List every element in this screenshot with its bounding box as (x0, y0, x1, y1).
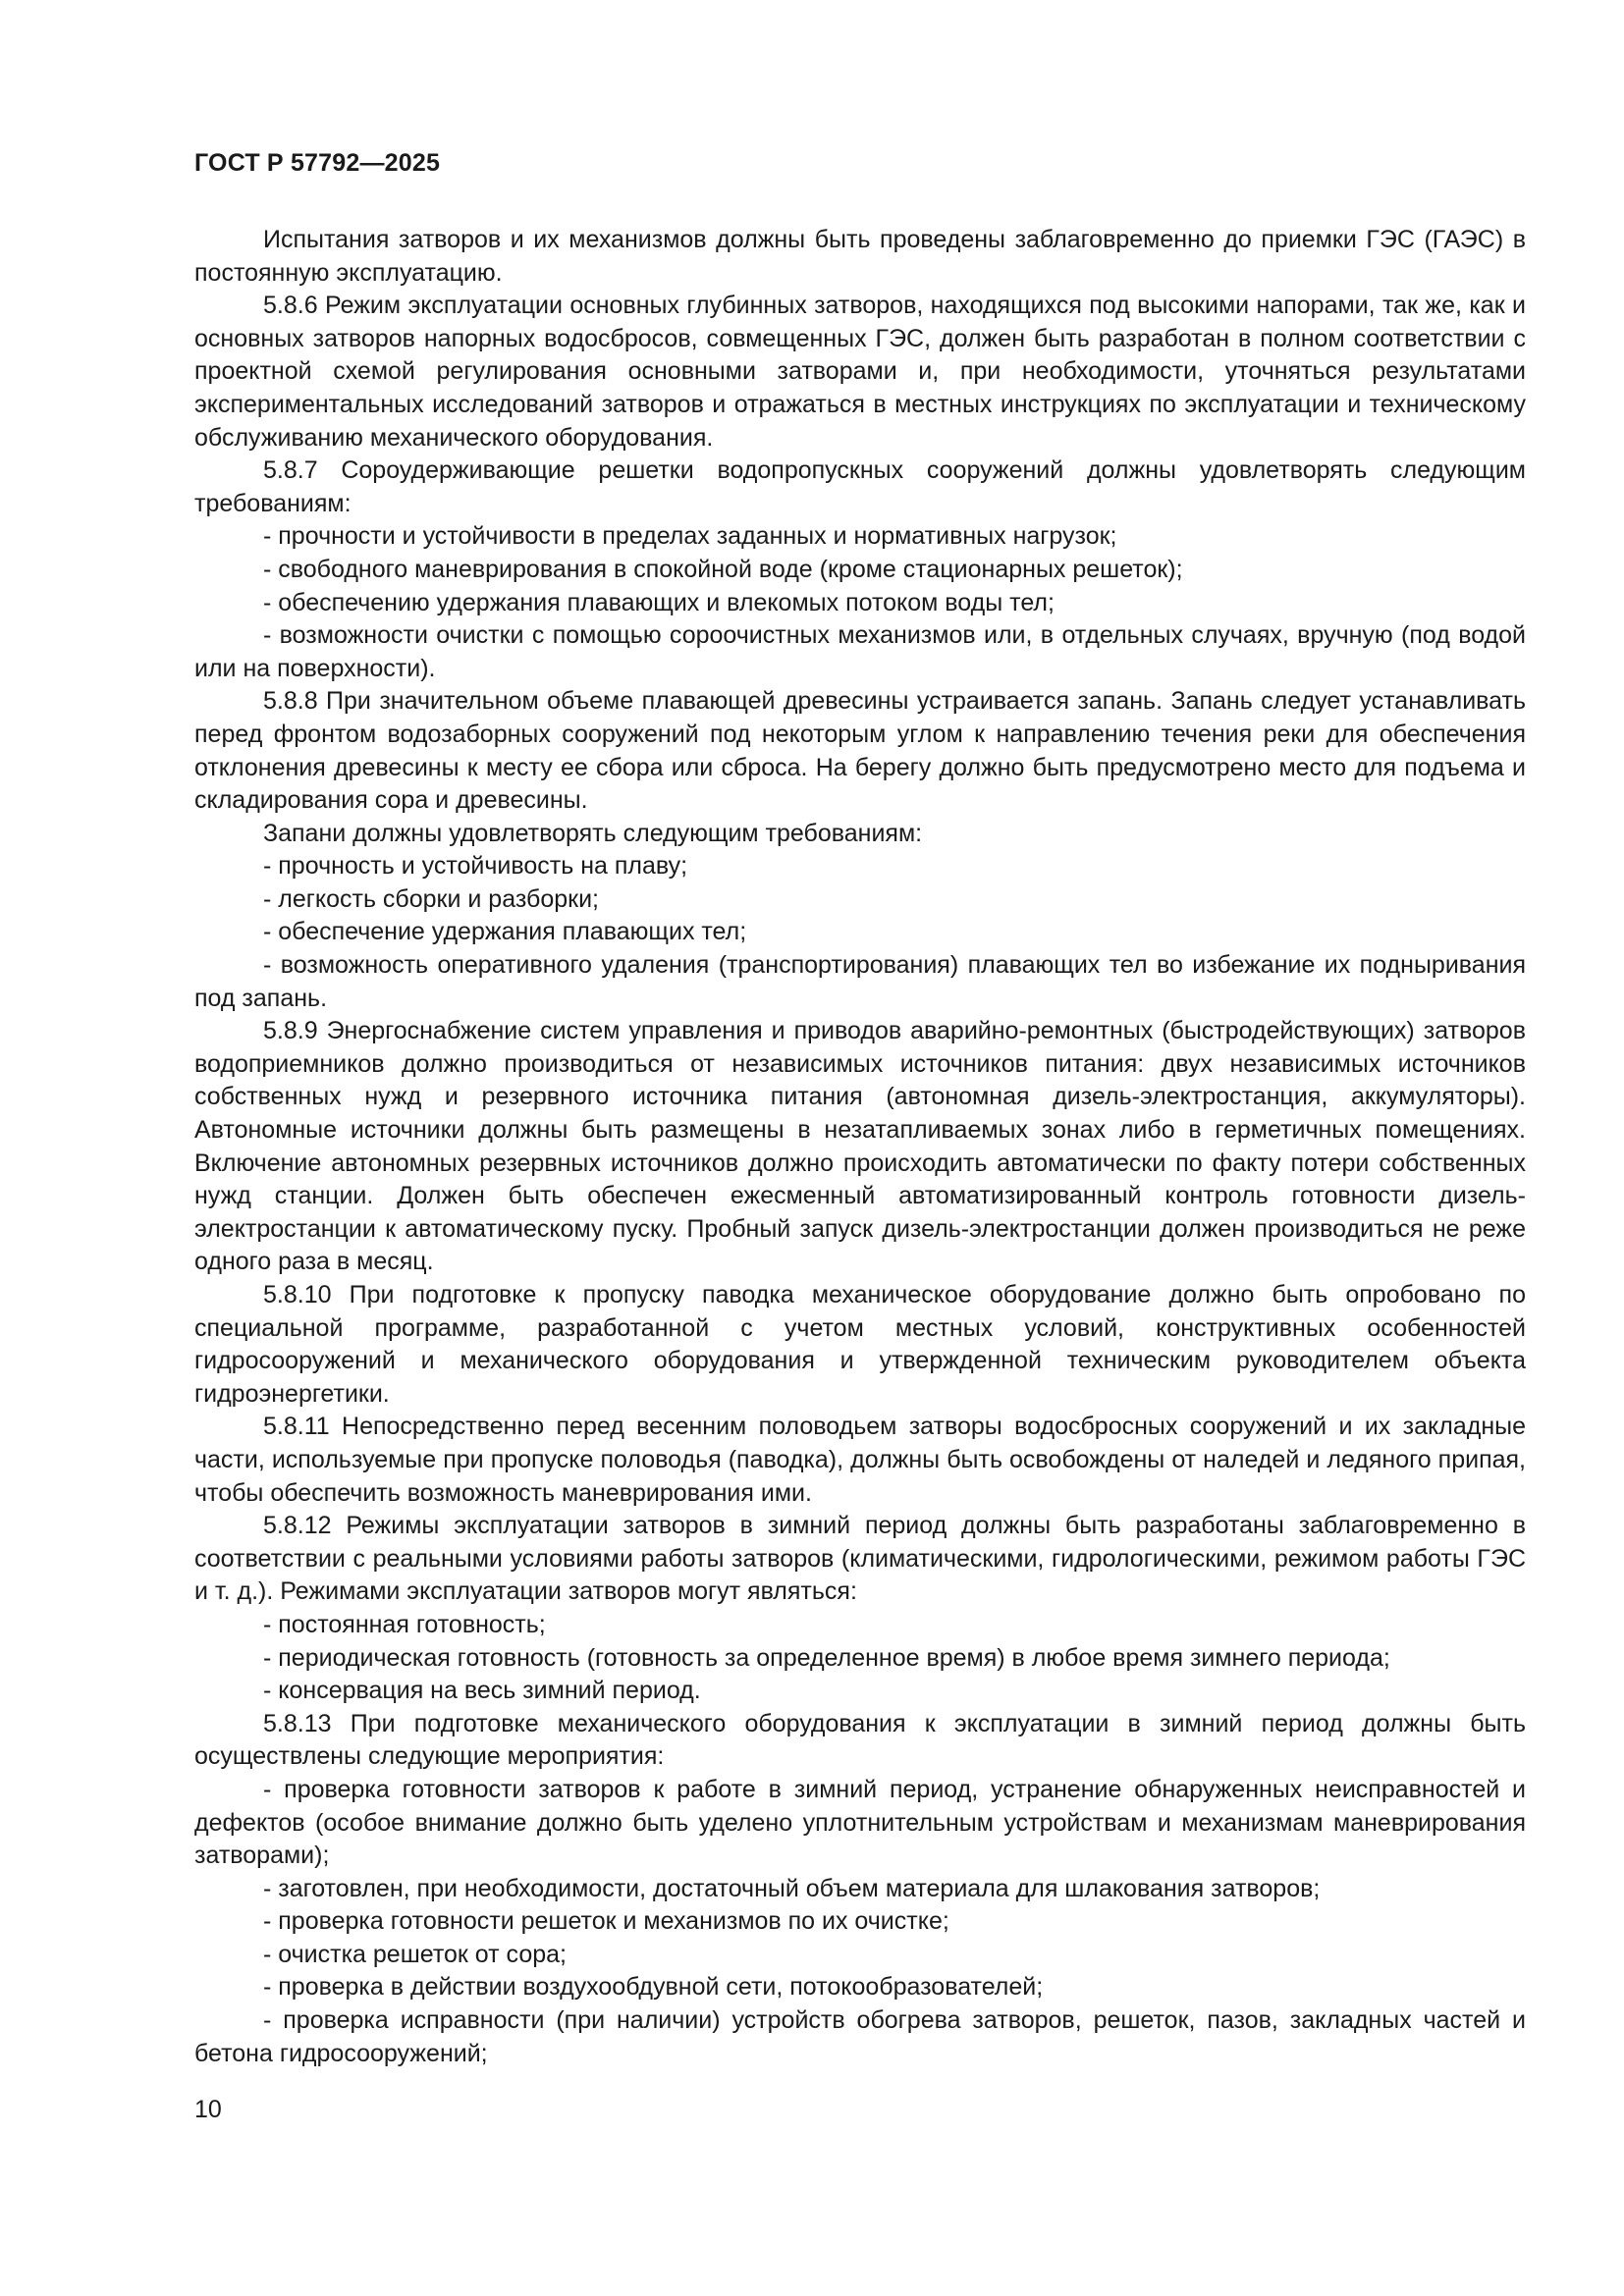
page-number: 10 (194, 2096, 222, 2123)
paragraph: Запани должны удовлетворять следующим требованиям: (263, 819, 923, 847)
paragraph: 5.8.13 При подготовке механического оборудования к эксплуатации в зимний период должны быть осуществлены следующие мероприятия: (194, 1709, 1526, 1771)
list-item: - проверка в действии воздухообдувной сети, потокообразователей; (263, 1973, 1044, 2002)
list-item: - обеспечению удержания плавающих и влекомых потоком воды тел; (263, 588, 1055, 616)
document-header: ГОСТ Р 57792—2025 (194, 149, 441, 177)
paragraph: 5.8.12 Режимы эксплуатации затворов в зимний период должны быть разработаны заблаговременно в соответствии с реальными условиями работы затворов (климатическими, гидрологическими, режимом работы ГЭС и т. д.). Режимами эксплуатации затворов могут являться: (194, 1512, 1526, 1606)
list-item: - возможность оперативного удаления (транспортирования) плавающих тел во избежание их подныривания под запань. (194, 951, 1526, 1012)
list-item: - проверка готовности затворов к работе в зимний период, устранение обнаруженных неисправностей и дефектов (особое внимание должно быть уделено уплотнительным устройствам и механизмам маневрирования затворами); (194, 1775, 1526, 1870)
list-item: - проверка исправности (при наличии) устройств обогрева затворов, решеток, пазов, закладных частей и бетона гидросооружений; (194, 2006, 1526, 2067)
paragraph: 5.8.7 Сороудерживающие решетки водопропускных сооружений должны удовлетворять следующим требованиям: (194, 456, 1526, 517)
paragraph: 5.8.9 Энергоснабжение систем управления и приводов аварийно-ремонтных (быстродействующих) затворов водоприемников должно производиться от независимых источников питания: двух независимых источников собственных нужд и резервного источника питания (автономная дизель-электростанция, аккумуляторы). Автономные источники должны быть размещены в незатапливаемых зонах либо в герметичных помещениях. Включение автономных резервных источников должно происходить автоматически по факту потери собственных нужд станции. Должен быть обеспечен ежесменный автоматизированный контроль готовности дизель-электростанции к автоматическому пуску. Пробный запуск дизель-электростанции должен производиться не реже одного раза в месяц. (194, 1017, 1526, 1276)
list-item: - заготовлен, при необходимости, достаточный объем материала для шлакования затворов; (263, 1874, 1321, 1902)
list-item: - свободного маневрирования в спокойной воде (кроме стационарных решеток); (263, 555, 1183, 583)
paragraph: 5.8.6 Режим эксплуатации основных глубинных затворов, находящихся под высокими напорами, так же, как и основных затворов напорных водосбросов, совмещенных ГЭС, должен быть разработан в полном соответствии с проектной схемой регулирования основными затворами и, при необходимости, уточняться результатами экспериментальных исследований затворов и отражаться в местных инструкциях по эксплуатации и техническому обслуживанию механического оборудования. (194, 292, 1526, 452)
list-item: - обеспечение удержания плавающих тел; (263, 918, 747, 946)
list-item: - возможности очистки с помощью сороочистных механизмов или, в отдельных случаях, вручную (под водой или на поверхности). (194, 621, 1526, 682)
list-item: - постоянная готовность; (263, 1610, 546, 1638)
list-item: - периодическая готовность (готовность за определенное время) в любое время зимнего периода; (263, 1643, 1390, 1672)
list-item: - проверка готовности решеток и механизмов по их очистке; (263, 1907, 949, 1936)
list-item: - прочности и устойчивости в пределах заданных и нормативных нагрузок; (263, 522, 1117, 551)
document-body (194, 224, 1526, 2070)
list-item: - прочность и устойчивость на плаву; (263, 852, 688, 881)
paragraph: 5.8.10 При подготовке к пропуску паводка механическое оборудование должно быть опробовано по специальной программе, разработанной с учетом местных условий, конструктивных особенностей гидросооружений и механического оборудования и утвержденной техническим руководителем объекта гидроэнергетики. (194, 1281, 1526, 1408)
paragraph: Испытания затворов и их механизмов должны быть проведены заблаговременно до приемки ГЭС (ГАЭС) в постоянную эксплуатацию. (194, 226, 1526, 287)
list-item: - консервация на весь зимний период. (263, 1677, 701, 1705)
paragraph: 5.8.8 При значительном объеме плавающей древесины устраивается запань. Запань следует устанавливать перед фронтом водозаборных сооружений под некоторым углом к направлению течения реки для обеспечения отклонения древесины к месту ее сбора или сброса. На берегу должно быть предусмотрено место для подъема и складирования сора и древесины. (194, 687, 1526, 815)
paragraph: 5.8.11 Непосредственно перед весенним половодьем затворы водосбросных сооружений и их закладные части, используемые при пропуске половодья (паводка), должны быть освобождены от наледей и ледяного припая, чтобы обеспечить возможность маневрирования ими. (194, 1413, 1526, 1507)
list-item: - легкость сборки и разборки; (263, 884, 599, 913)
list-item: - очистка решеток от сора; (263, 1940, 567, 1968)
